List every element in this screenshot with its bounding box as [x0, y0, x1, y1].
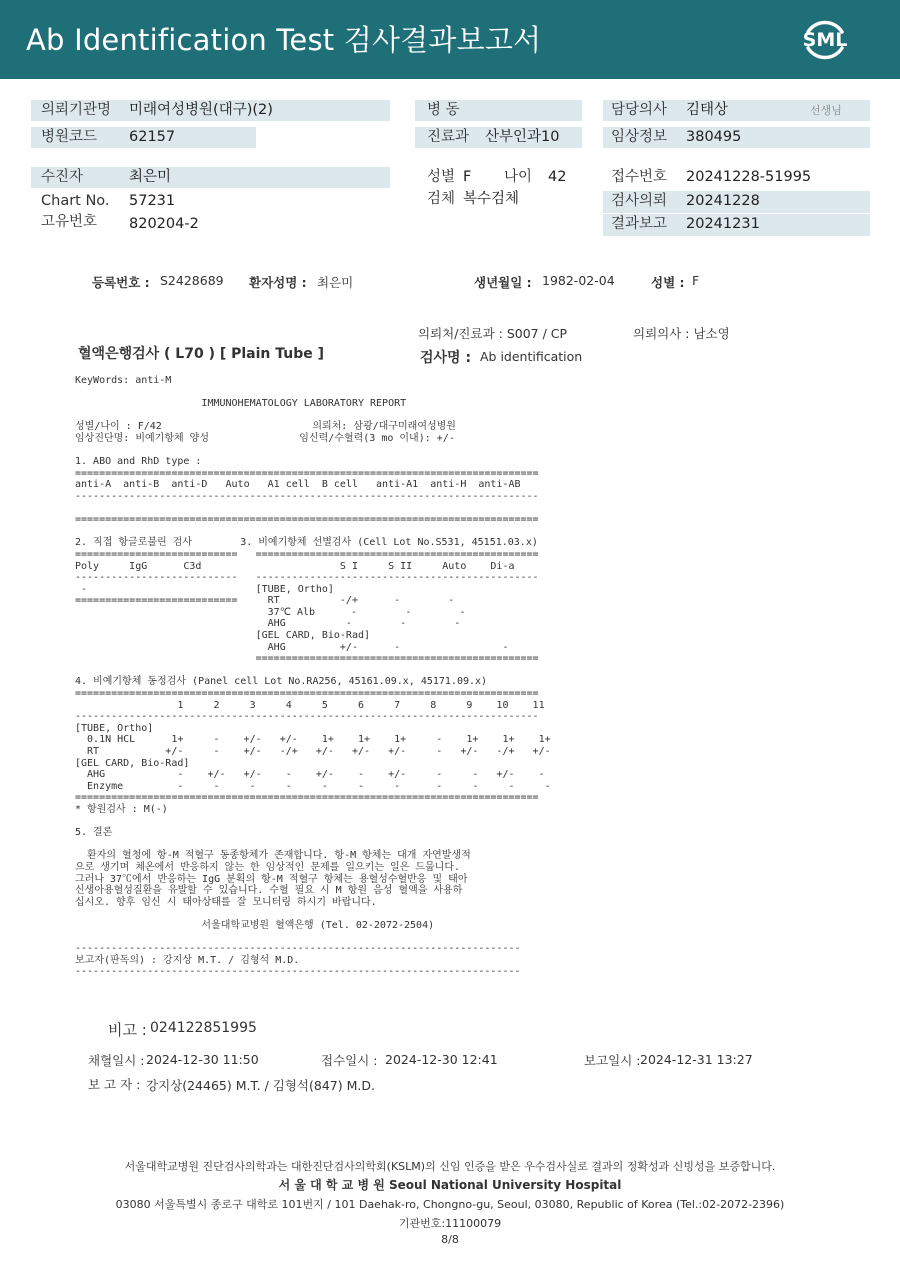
report-line: RT +/- - +/- -/+ +/- +/- +/- - +/- -/+ +/-: [75, 746, 551, 757]
chart-value: 57231: [129, 193, 176, 209]
report-line: [GEL CARD, Bio-Rad]: [75, 757, 190, 769]
report-line: -----------------------------------------------------------------------------: [75, 711, 539, 723]
report-header: [0, 0, 900, 79]
doctor-line: 의뢰의사 : 남소영: [633, 326, 730, 341]
requester-label: 의뢰기관명: [41, 102, 112, 118]
note-label: 비고 :: [108, 1021, 147, 1039]
report-line: 2. 직접 항글로불린 검사 3. 비예기항체 선별검사 (Cell Lot No.S531, 45151.03.x): [75, 537, 538, 549]
report-line: [75, 839, 551, 851]
unique-value: 820204-2: [129, 216, 199, 232]
report-line: --------------------------------------------------------------------------: [75, 943, 521, 955]
report-line: [75, 932, 551, 944]
logo-text: SML: [802, 29, 848, 51]
reporter-label: 보 고 자 :: [88, 1077, 141, 1092]
report-date-label: 결과보고: [611, 216, 668, 232]
report-line: AHG - - -: [75, 618, 461, 630]
report-line: [TUBE, Ortho]: [75, 722, 154, 734]
ward-label: 병 동: [427, 102, 460, 118]
report-line: AHG - +/- +/- - +/- - +/- - - +/- -: [75, 769, 545, 781]
unique-label: 고유번호: [41, 214, 98, 230]
report-line: [75, 526, 551, 538]
hospital-code-label: 병원코드: [41, 129, 98, 145]
report-line: [75, 503, 551, 515]
report-line: -----------------------------------------------------------------------------: [75, 490, 539, 502]
dept-line: 의뢰처/진료과 : S007 / CP: [418, 326, 568, 341]
dept-value: 산부인과10: [485, 129, 560, 145]
receive-label: 접수일시 :: [321, 1053, 378, 1068]
report-line: [75, 665, 551, 677]
test-name-label: 검사명 :: [420, 350, 472, 366]
chart-label: Chart No.: [41, 193, 110, 209]
clinical-value: 380495: [686, 129, 742, 145]
report-line: Enzyme - - - - - - - - - - -: [75, 780, 551, 792]
specimen-value: 복수검체: [463, 191, 520, 207]
test-title: 혈액은행검사 ( L70 ) [ Plain Tube ]: [78, 346, 325, 362]
age-label: 나이: [504, 169, 533, 185]
report-line: - [TUBE, Ortho]: [75, 583, 334, 595]
report-line: AHG +/- - -: [75, 641, 509, 653]
receive-value: 2024-12-30 12:41: [385, 1052, 498, 1067]
dob-value: 1982-02-04: [542, 273, 615, 288]
report-line: 신생아용혈성질환을 유발할 수 있습니다. 수혈 필요 시 M 항원 음성 혈액을 사용하: [75, 885, 463, 897]
patient-value: 최은미: [129, 169, 172, 185]
doctor-value: 김태상: [686, 102, 729, 118]
requester-value: 미래여성병원(대구)(2): [129, 102, 273, 118]
report-line: * 항원검사 : M(-): [75, 803, 168, 815]
report-line: 보고자(판독의) : 강지상 M.T. / 김형석 M.D.: [75, 954, 300, 966]
req-date-label: 검사의뢰: [611, 193, 668, 209]
report-line: 4. 비예기항체 동정검사 (Panel cell Lot No.RA256, 45161.09.x, 45171.09.x): [75, 676, 488, 688]
dob-label: 생년월일 :: [474, 275, 532, 290]
report-date-value: 20241231: [686, 216, 760, 232]
test-name-value: Ab identification: [480, 349, 583, 364]
report-line: IMMUNOHEMATOLOGY LABORATORY REPORT: [75, 398, 407, 410]
report-line: =========================== ===============================================: [75, 548, 539, 560]
report-line: ===============================================: [75, 653, 539, 665]
report-line: 성별/나이 : F/42 의뢰처: 삼광/대구미래여성병원: [75, 421, 456, 433]
reg-value: S2428689: [160, 273, 224, 288]
hospital-code-value: 62157: [129, 129, 176, 145]
reg-label: 등록번호 :: [92, 275, 150, 290]
report-line: anti-A anti-B anti-D Auto A1 cell B cell anti-A1 anti-H anti-AB: [75, 479, 521, 491]
footer-inst-no: 기관번호:11100079: [398, 1217, 502, 1230]
reporter-value: 강지상(24465) M.T. / 김형석(847) M.D.: [146, 1078, 375, 1093]
age-value: 42: [548, 169, 567, 185]
rec-sex-value: F: [692, 273, 700, 288]
report-line: 그러나 37℃에서 반응하는 IgG 분획의 항-M 적혈구 항체는 용혈성수혈반응 및 태아: [75, 873, 468, 885]
report-line: =============================================================================: [75, 467, 539, 479]
report-line: [75, 908, 551, 920]
rec-sex-label: 성별 :: [651, 275, 685, 290]
page-number: 8/8: [441, 1233, 459, 1246]
footer-hospital: 서 울 대 학 교 병 원 Seoul National University Hospital: [278, 1178, 622, 1192]
report-time-value: 2024-12-31 13:27: [640, 1052, 753, 1067]
clinical-label: 임상정보: [611, 129, 668, 145]
report-line: 1. ABO and RhD type :: [75, 456, 202, 468]
footer-cert: 서울대학교병원 진단검사의학과는 대한진단검사의학회(KSLM)의 신임 인증을 받은 우수검사실로 결과의 정확성과 신빙성을 보증합니다.: [124, 1160, 776, 1173]
report-line: =============================================================================: [75, 688, 539, 700]
lab-report-body: [75, 375, 551, 978]
sml-logo: [800, 14, 850, 64]
receipt-value: 20241228-51995: [686, 169, 812, 185]
collect-value: 2024-12-30 11:50: [146, 1052, 259, 1067]
patient-label: 수진자: [41, 169, 84, 185]
report-line: =============================================================================: [75, 514, 539, 526]
report-line: [75, 410, 551, 422]
report-line: 5. 결론: [75, 827, 113, 839]
name-value: 최은미: [317, 275, 354, 290]
doctor-label: 담당의사: [611, 102, 668, 118]
report-line: 1 2 3 4 5 6 7 8 9 10 11: [75, 699, 545, 711]
receipt-label: 접수번호: [611, 169, 668, 185]
report-title: Ab Identification Test 검사결과보고서: [26, 23, 542, 57]
req-date-value: 20241228: [686, 193, 760, 209]
report-line: 서울대학교병원 혈액은행 (Tel. 02-2072-2504): [75, 919, 435, 931]
sex-value: F: [463, 169, 472, 185]
report-line: 임상진단명: 비예기항체 양성 임신력/수혈력(3 mo 이내): +/-: [75, 432, 455, 444]
footer-address: 03080 서울특별시 종로구 대학로 101번지 / 101 Daehak-ro, Chongno-gu, Seoul, 03080, Republic of Korea (Tel.:02-2072-2396): [115, 1198, 785, 1211]
report-line: [75, 387, 551, 399]
patient-bar: [31, 167, 390, 188]
report-time-label: 보고일시 :: [584, 1053, 641, 1068]
report-line: 환자의 혈청에 항-M 적혈구 동종항체가 존재합니다. 항-M 항체는 대개 자연발생적: [75, 850, 471, 862]
report-line: KeyWords: anti-M: [75, 375, 172, 386]
sex-label: 성별: [427, 169, 456, 185]
doctor-suffix: 선생님: [810, 104, 842, 117]
report-line: Poly IgG C3d S I S II Auto Di-a: [75, 560, 515, 572]
collect-label: 채혈일시 :: [88, 1053, 145, 1068]
report-line: =========================== RT -/+ - -: [75, 595, 455, 607]
specimen-label: 검체: [427, 191, 456, 207]
report-line: 으로 생기며 체온에서 반응하지 않는 한 임상적인 문제를 일으키는 일은 드뭅니다.: [75, 861, 461, 873]
report-line: 십시오. 향후 임신 시 태아상태를 잘 모니터링 하시기 바랍니다.: [75, 896, 377, 908]
report-line: 37℃ Alb - - -: [75, 606, 466, 618]
report-line: --------------------------------------------------------------------------: [75, 966, 521, 978]
report-line: [75, 445, 551, 457]
report-line: --------------------------- -----------------------------------------------: [75, 572, 539, 584]
report-line: 0.1N HCL 1+ - +/- +/- 1+ 1+ 1+ - 1+ 1+ 1+: [75, 734, 551, 746]
note-value: 024122851995: [150, 1020, 257, 1036]
name-label: 환자성명 :: [249, 275, 307, 290]
report-line: =============================================================================: [75, 792, 539, 804]
dept-label: 진료과: [427, 129, 470, 145]
report-line: [75, 816, 551, 828]
report-line: [GEL CARD, Bio-Rad]: [75, 630, 371, 642]
